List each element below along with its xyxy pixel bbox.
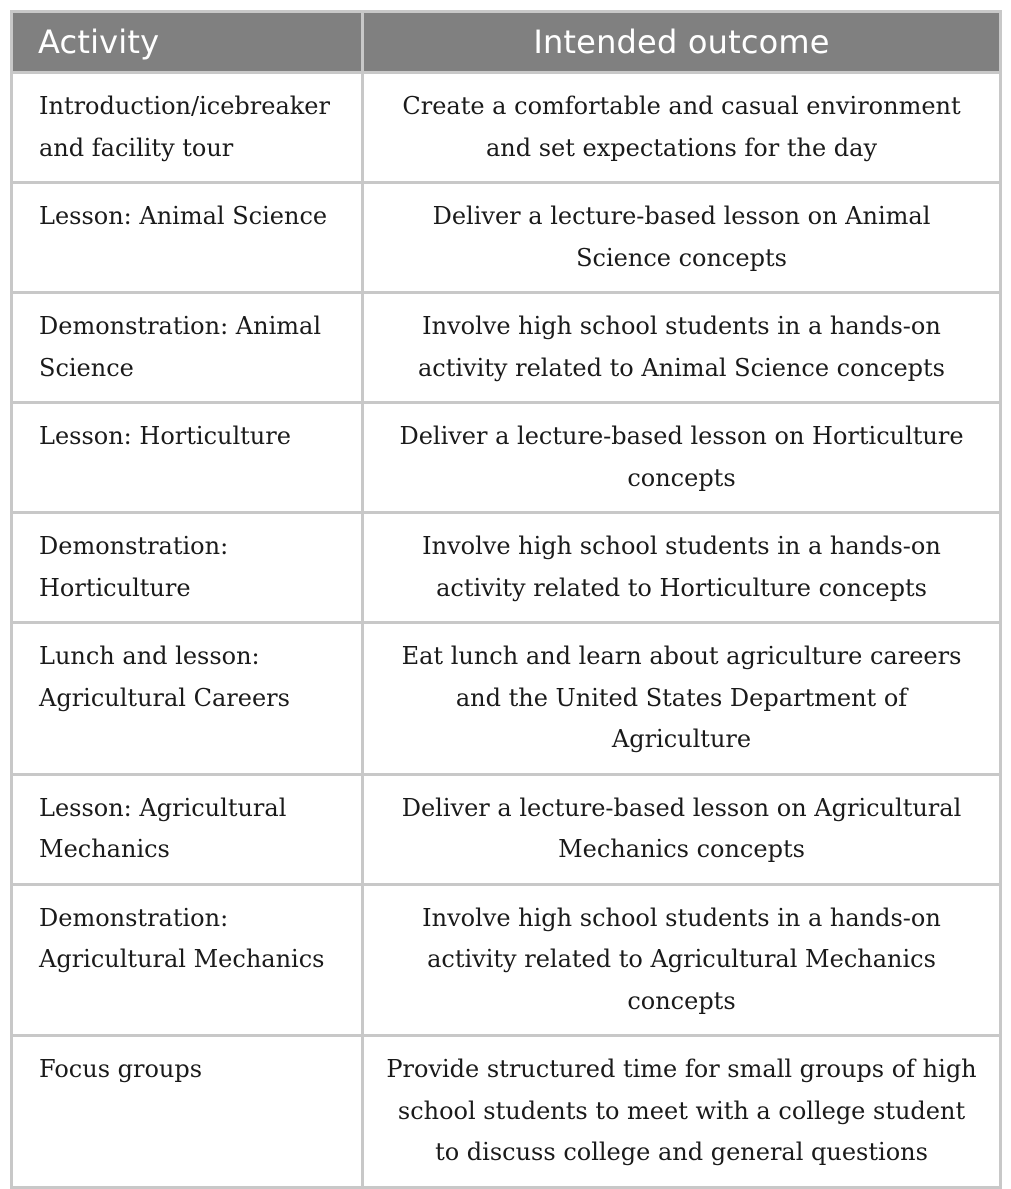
activity-cell: Lesson: Animal Science — [12, 183, 363, 293]
activity-cell: Introduction/icebreaker and facility tour — [12, 73, 363, 183]
outcome-cell: Create a comfortable and casual environment and set expectations for the day — [363, 73, 1001, 183]
table-row — [12, 403, 1001, 513]
activity-cell: Demonstration: Animal Science — [12, 293, 363, 403]
table-row — [12, 623, 1001, 775]
header-row — [12, 12, 1001, 73]
outcome-cell: Eat lunch and learn about agriculture careers and the United States Department of Agriculture — [363, 623, 1001, 775]
activity-cell: Lesson: Agricultural Mechanics — [12, 774, 363, 884]
activity-cell: Lesson: Horticulture — [12, 403, 363, 513]
column-header-activity: Activity — [12, 12, 363, 73]
table-row — [12, 884, 1001, 1036]
activity-cell: Demonstration: Agricultural Mechanics — [12, 884, 363, 1036]
table-row — [12, 73, 1001, 183]
column-header-intended-outcome: Intended outcome — [363, 12, 1001, 73]
outcome-cell: Provide structured time for small groups of high school students to meet with a college student to discuss college and general questions — [363, 1036, 1001, 1188]
table-row — [12, 1036, 1001, 1188]
table-row — [12, 774, 1001, 884]
activity-cell: Focus groups — [12, 1036, 363, 1188]
table-row — [12, 513, 1001, 623]
activities-table — [10, 10, 1002, 1189]
outcome-cell: Involve high school students in a hands-on activity related to Horticulture concepts — [363, 513, 1001, 623]
table-row — [12, 293, 1001, 403]
activities-table-container — [10, 10, 999, 1189]
outcome-cell: Involve high school students in a hands-on activity related to Agricultural Mechanics concepts — [363, 884, 1001, 1036]
outcome-cell: Involve high school students in a hands-on activity related to Animal Science concepts — [363, 293, 1001, 403]
table-row — [12, 183, 1001, 293]
outcome-cell: Deliver a lecture-based lesson on Agricultural Mechanics concepts — [363, 774, 1001, 884]
outcome-cell: Deliver a lecture-based lesson on Horticulture concepts — [363, 403, 1001, 513]
outcome-cell: Deliver a lecture-based lesson on Animal Science concepts — [363, 183, 1001, 293]
activity-cell: Lunch and lesson: Agricultural Careers — [12, 623, 363, 775]
table-header — [12, 12, 1001, 73]
table-body — [12, 73, 1001, 1188]
activity-cell: Demonstration: Horticulture — [12, 513, 363, 623]
